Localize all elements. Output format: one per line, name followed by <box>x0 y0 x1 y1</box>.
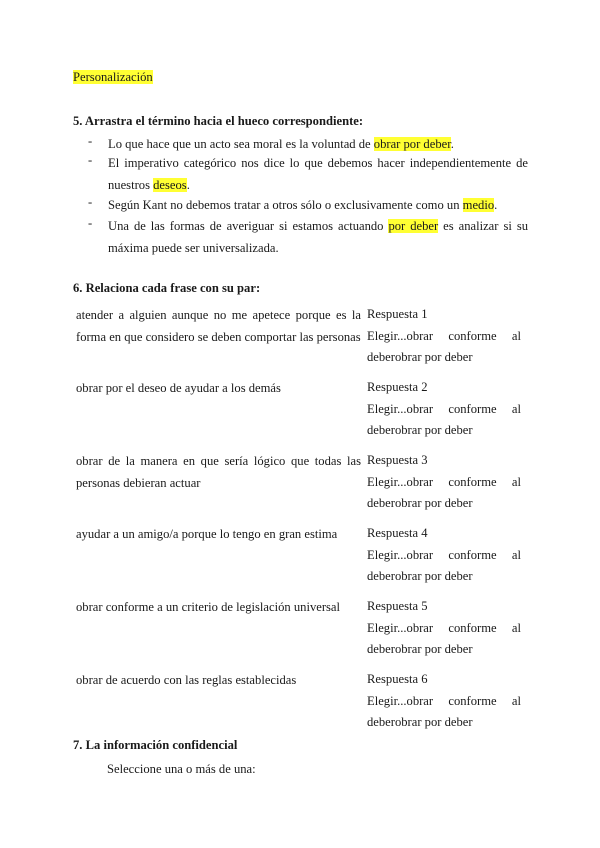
answer-select[interactable] <box>367 377 521 442</box>
section-title: Personalización <box>73 70 153 84</box>
select-options-line2[interactable]: deberobrar por deber <box>367 350 473 364</box>
bullet-dash: - <box>88 134 93 148</box>
bullet-text: El imperativo categórico nos dice lo que debemos hacer independientemente de nuestros deseos. <box>108 156 528 192</box>
select-options-line1[interactable]: Elegir...obrar conforme al <box>367 328 521 343</box>
answer-label: Respuesta 3 <box>367 453 428 467</box>
matching-phrase: obrar por el deseo de ayudar a los demás <box>76 381 281 395</box>
bullet-dash: - <box>88 216 93 230</box>
bullet-text: Una de las formas de averiguar si estamos actuando por deber es analizar si su máxima puede ser universalizada. <box>108 219 529 255</box>
answer-label: Respuesta 6 <box>367 672 428 686</box>
bullet-dash: - <box>88 153 93 167</box>
answer-label: Respuesta 5 <box>367 599 428 613</box>
select-options-line1[interactable]: Elegir...obrar conforme al <box>367 401 521 416</box>
select-options-line2[interactable]: deberobrar por deber <box>367 423 473 437</box>
select-options-line1[interactable]: Elegir...obrar conforme al <box>367 547 521 562</box>
matching-phrase: obrar de la manera en que sería lógico que todas las personas debieran actuar <box>76 454 361 490</box>
answer-term[interactable]: medio <box>462 198 495 212</box>
select-options-line2[interactable]: deberobrar por deber <box>367 715 473 729</box>
matching-phrase: ayudar a un amigo/a porque lo tengo en gran estima <box>76 527 338 541</box>
question-5-heading: 5. Arrastra el término hacia el hueco correspondiente: <box>73 114 364 128</box>
answer-label: Respuesta 2 <box>367 380 428 394</box>
select-options-line1[interactable]: Elegir...obrar conforme al <box>367 693 521 708</box>
select-options-line2[interactable]: deberobrar por deber <box>367 569 473 583</box>
select-options-line2[interactable]: deberobrar por deber <box>367 642 473 656</box>
bullet-dash: - <box>88 195 93 209</box>
bullet-text: Lo que hace que un acto sea moral es la voluntad de obrar por deber. <box>108 137 454 151</box>
answer-select[interactable] <box>367 523 521 588</box>
question-7-instruction: Seleccione una o más de una: <box>107 762 256 776</box>
select-options-line2[interactable]: deberobrar por deber <box>367 496 473 510</box>
matching-phrase: obrar conforme a un criterio de legislación universal <box>76 600 341 614</box>
answer-select[interactable] <box>367 450 521 515</box>
question-7-heading: 7. La información confidencial <box>73 738 238 752</box>
answer-select[interactable] <box>367 669 521 734</box>
answer-select[interactable] <box>367 304 521 369</box>
answer-term[interactable]: deseos <box>153 177 187 192</box>
answer-term[interactable]: por deber <box>388 219 439 233</box>
select-options-line1[interactable]: Elegir...obrar conforme al <box>367 620 521 635</box>
question-6-heading: 6. Relaciona cada frase con su par: <box>73 281 261 295</box>
matching-phrase: atender a alguien aunque no me apetece porque es la forma en que considero se deben comportar las personas <box>76 308 361 344</box>
answer-term[interactable]: obrar por deber <box>373 137 451 151</box>
matching-phrase: obrar de acuerdo con las reglas establecidas <box>76 673 297 687</box>
bullet-text: Según Kant no debemos tratar a otros sólo o exclusivamente como un medio. <box>108 198 498 212</box>
select-options-line1[interactable]: Elegir...obrar conforme al <box>367 474 521 489</box>
answer-select[interactable] <box>367 596 521 661</box>
answer-label: Respuesta 4 <box>367 526 428 540</box>
answer-label: Respuesta 1 <box>367 307 428 321</box>
